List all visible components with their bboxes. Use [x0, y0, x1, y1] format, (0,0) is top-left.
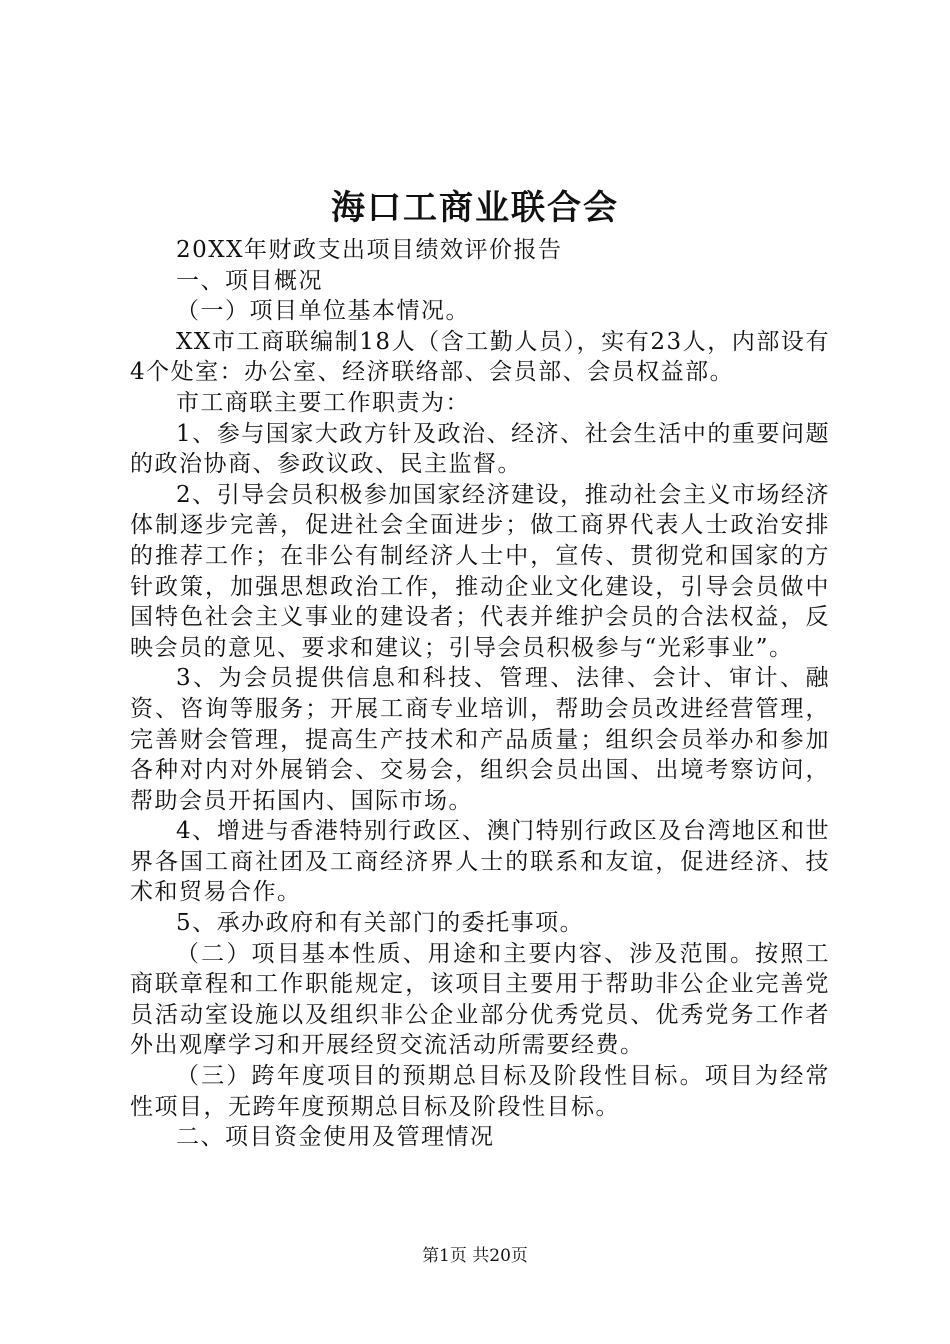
paragraph: 2、引导会员积极参加国家经济建设，推动社会主义市场经济体制逐步完善，促进社会全面进步；做工商界代表人士政治安排的推荐工作；在非公有制经济人士中，宣传、贯彻党和国家的方针政策，加强思想政治工作，推动企业文化建设，引导会员做中国特色社会主义事业的建设者；代表并维护会员的合法权益，反映会员的意见、要求和建议；引导会员积极参与“光彩事业”。 — [130, 481, 830, 661]
paragraph: 4、增进与香港特别行政区、澳门特别行政区及台湾地区和世界各国工商社团及工商经济界人士的联系和友谊，促进经济、技术和贸易合作。 — [130, 818, 830, 906]
document-title: 海口工商业联合会 — [331, 188, 619, 228]
paragraph: 市工商联主要工作职责为： — [176, 389, 470, 416]
paragraph: 3、为会员提供信息和科技、管理、法律、会计、审计、融资、咨询等服务；开展工商专业培训，帮助会员改进经营管理，完善财会管理，提高生产技术和产品质量；组织会员举办和参加各种对内对外展销会、交易会，组织会员出国、出境考察访问，帮助会员开拓国内、国际市场。 — [130, 665, 830, 814]
paragraph: 一、项目概况 — [176, 267, 323, 294]
paragraph: 二、项目资金使用及管理情况 — [176, 1124, 495, 1151]
paragraph: 20XX年财政支出项目绩效评价报告 — [176, 237, 563, 263]
paragraph: （一）项目单位基本情况。 — [176, 298, 470, 325]
paragraph: XX市工商联编制18人（含工勤人员），实有23人，内部设有4个处室：办公室、经济联络部、会员部、会员权益部。 — [130, 328, 830, 386]
paragraph: 1、参与国家大政方针及政治、经济、社会生活中的重要问题的政治协商、参政议政、民主监督。 — [130, 420, 830, 478]
paragraph: （三）跨年度项目的预期总目标及阶段性目标。项目为经常性项目，无跨年度预期总目标及阶段性目标。 — [130, 1063, 830, 1120]
document-body — [130, 235, 830, 1153]
paragraph: （二）项目基本性质、用途和主要内容、涉及范围。按照工商联章程和工作职能规定，该项目主要用于帮助非公企业完善党员活动室设施以及组织非公企业部分优秀党员、优秀党务工作者外出观摩学习和开展经贸交流活动所需要经费。 — [130, 940, 830, 1059]
paragraph: 5、承办政府和有关部门的委托事项。 — [176, 910, 585, 937]
page-number-footer: 第1页 共20页 — [422, 1246, 528, 1266]
